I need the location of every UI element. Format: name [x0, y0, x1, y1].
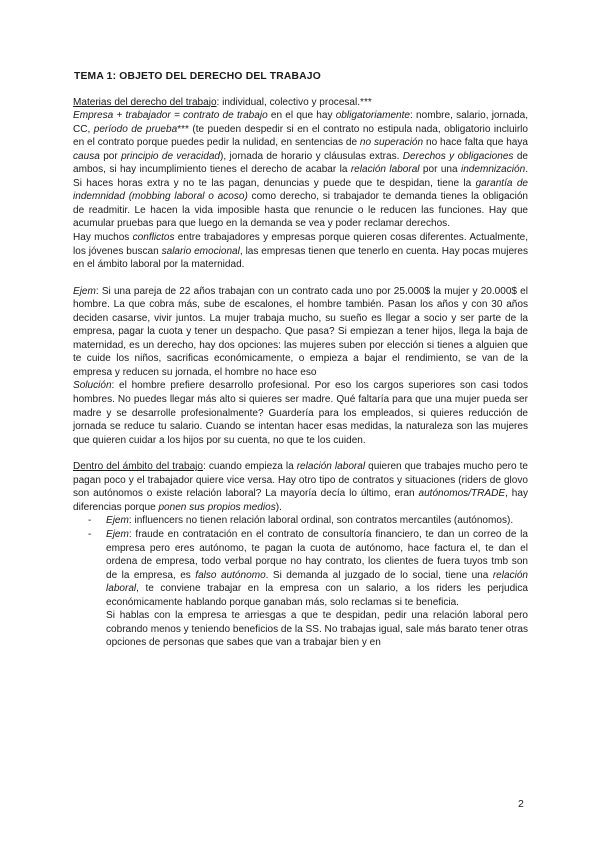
italic-term: relación laboral — [296, 461, 366, 473]
page-number: 2 — [518, 798, 524, 810]
text-span: : Si una pareja de 22 años trabajan con un contrato cada uno por 25.000$ la mujer y 20.000$ el hombre. La que cobra más, sube de escalones, el hombre también. Pasan los años y con 30 años deciden casarse, vivir juntos. La mujer trabaja mucho, su sueño es llegar a socio y ser parte de la empresa, pagar la cuota y tener un despacho. Que pasa? Si empiezan a tener hijos, llega la baja de maternidad, es un derecho, hay dos opciones: las mujeres suben por elección si tienes a alguien que te cuide los niños, sacrificas económicamente, o empieza a bajar el rendimiento, se van de la empresa y reducen su jornada, el hombre no hace eso — [73, 285, 528, 378]
italic-term: no superación — [359, 137, 424, 149]
paragraph-contrato — [73, 109, 528, 231]
example-list — [73, 514, 528, 609]
text-span: , hay diferencias porque — [73, 488, 528, 513]
text-span: : nombre, salario, jornada, CC, — [73, 110, 529, 135]
document-body — [73, 70, 528, 650]
italic-term: garantía de indemnidad (mobbing laboral o acoso) — [73, 177, 528, 203]
list-item — [88, 528, 528, 609]
italic-term: relación laboral — [106, 569, 528, 595]
text-span: no hace falta que haya — [423, 137, 528, 149]
text-span: . Si haces horas extra y no te las pagan, denuncias y puede que te despidan, tiene la — [73, 164, 528, 189]
text-span: Hay muchos — [73, 232, 133, 244]
italic-term: Derechos y obligaciones — [402, 150, 514, 162]
italic-term: Empresa + trabajador = contrato de trabajo — [73, 110, 268, 122]
text-span: ), jornada de horario y cláusulas extras. — [220, 150, 403, 162]
text-span: en el que hay — [267, 110, 336, 122]
paragraph-ejemplo-pareja — [73, 285, 528, 380]
spacer — [73, 447, 528, 460]
list-item — [88, 514, 528, 528]
italic-term: Ejem — [106, 528, 129, 540]
italic-term: Solución — [73, 380, 112, 392]
text-span: *** (te pueden despedir si en el contrato no estipula nada, obligatorio incluirlo en el contrato porque puedes pedir la nulidad, en sentencias de — [73, 123, 528, 149]
text-span: entre trabajadores y empresas porque quieren cosas diferentes. Actualmente, los jóvenes buscan — [73, 232, 528, 257]
italic-term: falso autónomo — [195, 569, 266, 581]
italic-term: causa — [73, 150, 100, 162]
italic-term: período de prueba — [93, 123, 178, 135]
italic-term: ponen sus propios medios — [158, 501, 276, 513]
italic-term: Ejem — [73, 285, 96, 297]
italic-term: autónomos/TRADE — [418, 488, 506, 500]
italic-term: relación laboral — [350, 164, 420, 176]
dash-bullet: - — [88, 528, 92, 540]
text-span: ). — [275, 501, 282, 513]
text-span: , las empresas tienen que tenerlo en cuenta. Hay pocas mujeres en el ámbito laboral por la maternidad. — [73, 245, 529, 271]
page-title: TEMA 1: OBJETO DEL DERECHO DEL TRABAJO — [74, 71, 321, 82]
paragraph-materias — [73, 96, 528, 110]
text-span: quieren que trabajes mucho pero te pagan poco y el trabajador quiere vice versa. Hay otro tipo de contratos y situaciones (riders de glovo son autónomos o existe relación laboral? La mayoría decía lo último, eran — [73, 461, 528, 500]
paragraph-ambito — [73, 460, 528, 514]
text-span: : influencers no tienen relación laboral ordinal, son contratos mercantiles (autónomos). — [128, 515, 514, 527]
text-span: Si hablas con la empresa te arriesgas a que te despidan, pedir una relación laboral pero cobrando menos y teniendo beneficios de la SS. No trabajas igual, sale más barato tener otras opciones de personas que sabes que van a trabajar bien y en — [106, 610, 528, 649]
text-span: : fraude en contratación en el contrato de consultoría financiero, te dan un correo de la empresa pero eres autónomo, te pagan la cuota de autónomo, hace factura el, te dan el ordena de empresa, todo verbal porque no hay contrato, los clientes de fuera tuyos tmb son de la empresa, es — [106, 528, 528, 581]
underlined-heading: Dentro del ámbito del trabajo — [73, 461, 203, 473]
italic-term: salario emocional — [161, 245, 240, 257]
spacer — [73, 272, 528, 285]
text-span: como derecho, si trabajador te demanda tienes la obligación de readmitir. Le hacen la vida imposible hasta que renuncie o le reducen las funciones. Hay que acumular pruebas para que luego en la demanda se vea y poder reclamar derechos. — [73, 191, 528, 230]
text-span: . Si demanda al juzgado de lo social, tiene una — [265, 569, 493, 581]
paragraph-conflictos — [73, 231, 528, 272]
italic-term: indemnización — [460, 164, 526, 176]
italic-term: conflictos — [132, 232, 175, 244]
underlined-heading: Materias del derecho del trabajo — [73, 96, 217, 108]
text-span: : cuando empieza la — [203, 461, 297, 473]
paragraph-solucion — [73, 379, 528, 447]
italic-term: principio de veracidad — [121, 150, 220, 162]
italic-term: Ejem — [106, 515, 129, 527]
text-span: : el hombre prefiere desarrollo profesional. Por eso los cargos superiores son casi todos hombres. No puedes llegar más alto si quieres ser madre. Qué faltaría para que una mujer pueda ser madre y se desarrolle profesionalmente? Guardería para los empleados, si quieres reducción de jornada se reduce tu salario. Cuando se intentan hacer esas medidas, la naturaleza son las mujeres que quieren cuidar a los hijos por su cuenta, no que te los cuiden. — [73, 380, 528, 446]
text-span: de ambos, si hay incumplimiento tienes el derecho de acabar la — [73, 150, 528, 176]
paragraph-riesgo — [73, 609, 528, 650]
text-span: por — [99, 150, 122, 162]
italic-term: obligatoriamente — [335, 110, 411, 122]
text-span: por una — [419, 164, 461, 176]
text-span: : individual, colectivo y procesal.*** — [216, 96, 372, 108]
text-span: , te conviene trabajar en la empresa con un salario, a los riders les perjudica económicamente hablando porque ganaban más, solo reclamas si te beneficia. — [106, 583, 528, 608]
dash-bullet: - — [88, 515, 92, 527]
